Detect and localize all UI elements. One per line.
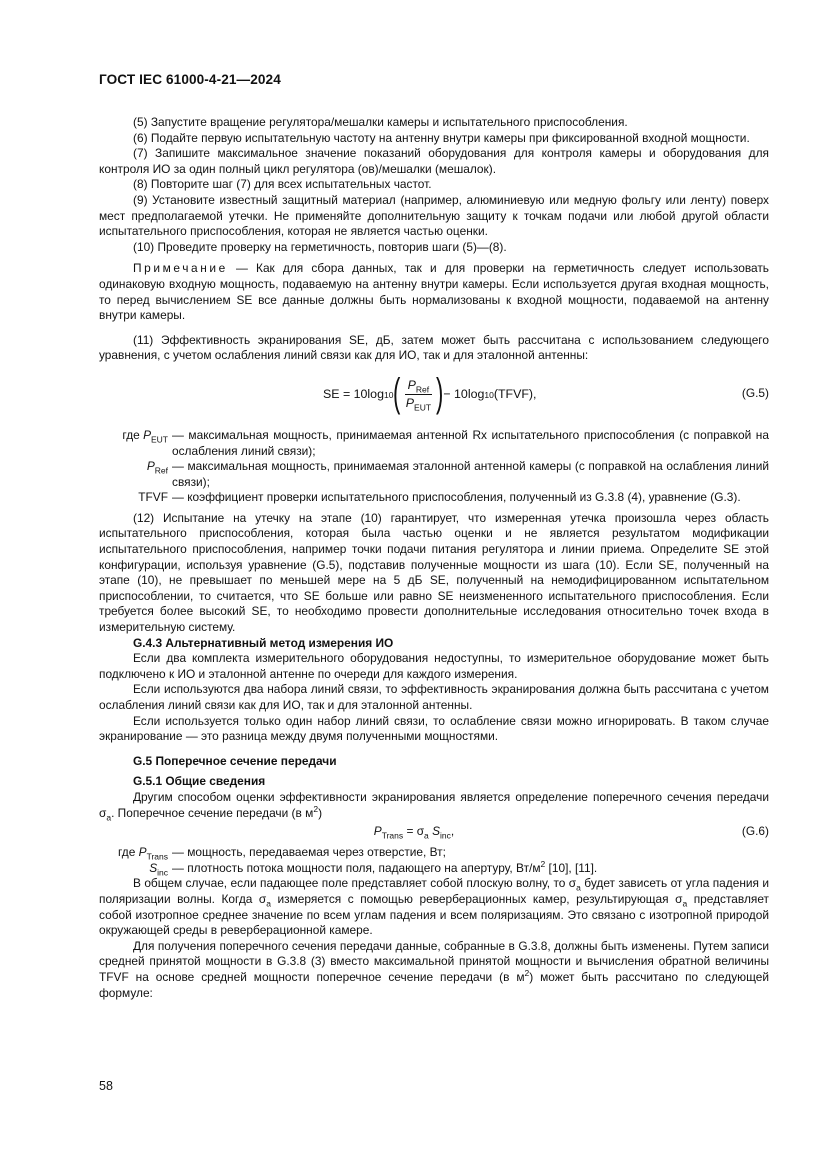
formula-g6-number: (G.6)	[741, 824, 769, 839]
formula-g5-rhs: − 10log	[443, 387, 485, 402]
heading-g51: G.5.1 Общие сведения	[133, 774, 266, 789]
heading-g5: G.5 Поперечное сечение передачи	[133, 753, 337, 768]
step-6: (6) Подайте первую испытательную частоту на антенну внутри камеры при фиксированной входной мощности.	[133, 130, 750, 145]
legend-symbol-s-inc: $S_{inc}$	[149, 860, 168, 878]
g43-paragraph-2: Если используются два набора линий связи, то эффективность экранирования должна быть рассчитана с учетом ослабления линий связи как для ИО, так и для эталонной антенны.	[99, 682, 769, 712]
legend-symbol-p-trans: где $P_{Trans}$	[117, 845, 168, 862]
g51-paragraph-2: В общем случае, если падающее поле представляет собой плоскую волну, то $\sigma_a$ будет зависеть от угла падения и поляризации волны. Когда $\sigma_a$ измеряется с помощью реверберационных камер, результирующая $\sigma_a$ представляет собой изотропное среднее значение по всем углам падения и всем поляризациям. Это связано с изотропной природой окружающей среды в реверберационной камере.	[99, 876, 769, 938]
heading-g43: G.4.3 Альтернативный метод измерения ИО	[133, 635, 394, 650]
formula-g6	[99, 821, 769, 843]
legend-g5	[99, 428, 769, 506]
note-paragraph	[99, 261, 769, 323]
formula-g5-number: (G.5)	[741, 385, 769, 400]
legend-text-p-eut: — максимальная мощность, принимаемая антенной Rx испытательного приспособления (с поправкой на ослабления линий связи);	[172, 427, 769, 458]
legend-symbol-p-ref: $P_{Ref}$	[146, 459, 168, 476]
formula-g6-expression: $P_{Trans} = \sigma_a$ $S_{inc}$,	[373, 824, 455, 841]
step-11: (11) Эффективность экранирования SE, дБ, затем может быть рассчитана с использованием следующего уравнения, с учетом ослабления линий связи как для ИО, так и для эталонной антенны:	[99, 332, 769, 363]
legend-symbol-p-eut: где $P_{EUT}$	[122, 427, 168, 445]
formula-g5-lhs: SE = 10log	[323, 387, 384, 402]
note-label: Примечание	[133, 261, 228, 276]
document-header: ГОСТ IEC 61000-4-21—2024	[99, 72, 281, 87]
formula-g5-fraction	[403, 378, 434, 412]
formula-g5-rhs-tail: (TFVF),	[493, 387, 537, 402]
legend-text-p-ref: — максимальная мощность, принимаемая эталонной антенной камеры (с поправкой на ослабления линий связи);	[172, 459, 769, 489]
legend-symbol-tfvf: TFVF	[138, 490, 168, 505]
formula-g5	[99, 370, 769, 420]
legend-text-tfvf: — коэффициент проверки испытательного приспособления, полученный из G.3.8 (4), уравнение (G.3).	[172, 490, 741, 505]
step-10: (10) Проведите проверку на герметичность, повторив шаги (5)—(8).	[133, 239, 507, 254]
step-8: (8) Повторите шаг (7) для всех испытательных частот.	[133, 177, 432, 192]
fraction-numerator: $P_{Ref}$	[405, 378, 433, 396]
step-5: (5) Запустите вращение регулятора/мешалки камеры и испытательного приспособления.	[133, 115, 628, 129]
step-9: (9) Установите известный защитный материал (например, алюминиевую или медную фольгу или ленту) поверх мест предполагаемой утечки. Не применяйте дополнительную защиту к точкам подачи или любой другой области испытательного приспособления, которая не является частью оценки.	[99, 192, 769, 239]
g51-paragraph-3: Для получения поперечного сечения передачи данные, собранные в G.3.8, должны быть изменены. Путем записи средней принятой мощности в G.3.8 (3) вместо максимальной принятой мощности и вычисления обратной величины TFVF на основе средней мощности поперечное сечение передачи (в $м^2$) может быть рассчитано по следующей формуле:	[99, 938, 769, 1000]
legend-g6	[99, 845, 769, 876]
formula-g5-expression: SE = 10log 10 ( $\frac{P_{Ref}}{P_{EUT}}$ ) − 10log 10 (TFVF),	[323, 370, 537, 415]
right-paren: )	[436, 370, 444, 415]
g43-paragraph-3: Если используется только один набор линий связи, то ослабление связи можно игнорировать. В таком случае экранирование — это разница между двумя полученными мощностями.	[99, 713, 769, 744]
legend-text-s-inc: — плотность потока мощности поля, падающего на апертуру, $Вт/м^2$ [10], [11].	[172, 858, 598, 875]
step-7: (7) Запишите максимальное значение показаний оборудования для контроля камеры и оборудования для контроля ИО за один полный цикл регулятора (ов)/мешалки (мешалок).	[99, 146, 769, 176]
note-text: — Как для сбора данных, так и для проверки на герметичность следует использовать одинаковую входную мощность, подаваемую на антенну внутри камеры. Если используется другая входная мощность, то перед вычислением SE все данные должны быть нормализованы к входной мощности, подаваемой на антенну внутри камеры.	[99, 261, 769, 323]
left-paren: (	[393, 370, 401, 415]
fraction-denominator: $P_{EUT}$	[405, 396, 432, 413]
legend-text-p-trans: — мощность, передаваемая через отверстие, Вт;	[172, 845, 446, 860]
g43-paragraph-1: Если два комплекта измерительного оборудования недоступны, то измерительное оборудование может быть подключено к ИО и эталонной антенне по очереди для каждого измерения.	[99, 651, 769, 681]
step-12: (12) Испытание на утечку на этапе (10) гарантирует, что измеренная утечка произошла через область испытательного приспособления, которая была частью оценки и не является результатом модификации испытательного приспособления, например точки подачи питания регулятора и линии приема. Определите SE этой конфигурации, используя уравнение (G.5), подставив полученные мощности из шага (10). Если SE, полученный на этапе (10), не превышает по меньшей мере на 5 дБ SE, полученный на немодифицированном испытательном приспособлении, то считается, что SE больше или равно SE неизмененного испытательного приспособления. Если требуется более высокий SE, то необходимо провести дополнительные исследования относительно точек входа в измерительную систему.	[99, 510, 769, 635]
document-body	[99, 115, 769, 1001]
g51-intro: Другим способом оценки эффективности экранирования является определение поперечного сечения передачи $\sigma_a$. Поперечное сечение передачи (в $м^2$)	[99, 789, 769, 822]
page-number: 58	[99, 1079, 113, 1093]
